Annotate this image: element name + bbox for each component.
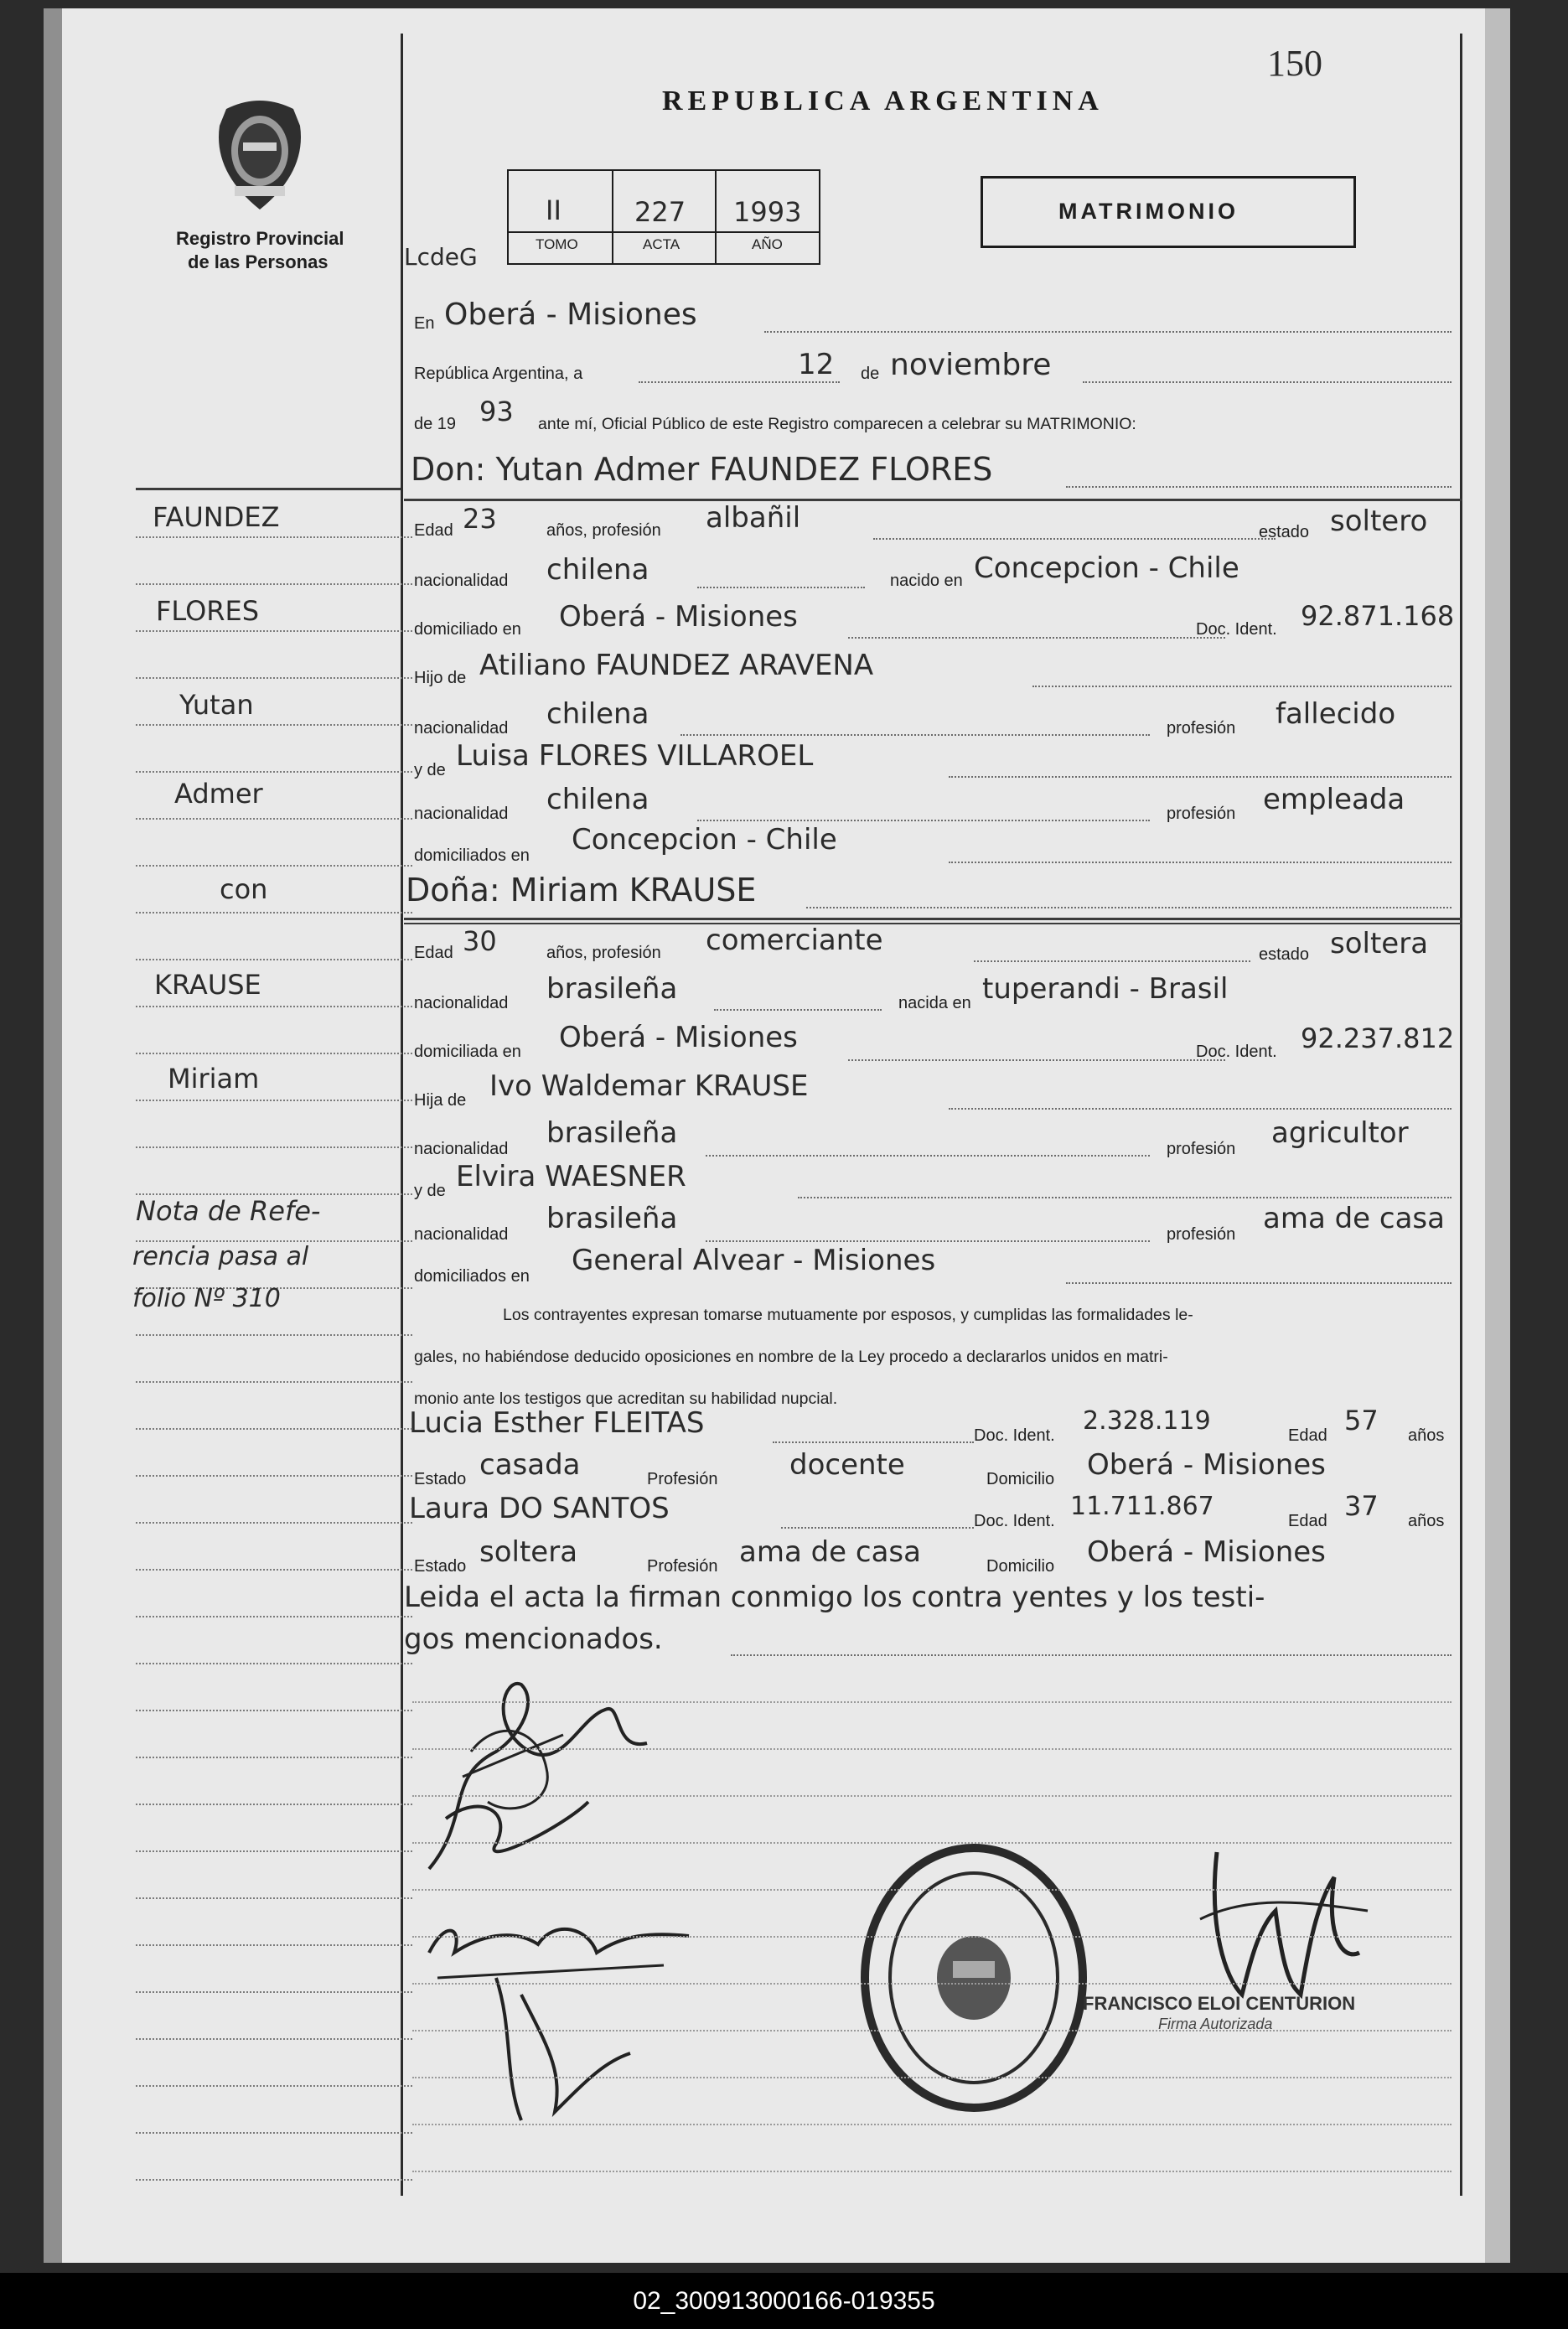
dotted-line xyxy=(1066,1282,1452,1284)
groom-mother-prof: empleada xyxy=(1263,783,1405,816)
groom-estado-label: estado xyxy=(1259,523,1310,541)
witness2-name: Laura DO SANTOS xyxy=(409,1492,670,1525)
margin-rule-line xyxy=(136,536,412,538)
margin-rule-line xyxy=(136,1381,412,1383)
margin-rule-line xyxy=(136,818,412,820)
margin-rule-line xyxy=(136,912,412,913)
witness2-profesion-label: Profesión xyxy=(647,1557,718,1576)
dotted-line xyxy=(949,862,1452,863)
margin-rule-line xyxy=(136,1522,412,1524)
margin-rule-line xyxy=(136,2085,412,2087)
dotted-line xyxy=(798,1197,1452,1198)
dotted-line xyxy=(806,907,1452,908)
groom-nacido-label: nacido en xyxy=(890,572,963,590)
scan-footer: 02_300913000166-019355 xyxy=(0,2273,1568,2329)
witness1-edad: 57 xyxy=(1344,1405,1379,1436)
official-title: Firma Autorizada xyxy=(1158,2016,1273,2032)
witness1-edad-label: Edad xyxy=(1288,1426,1327,1445)
legal-text-line3: monio ante los testigos que acreditan su habilidad nupcial. xyxy=(414,1390,838,1408)
legal-text-line1: Los contrayentes expresan tomarse mutuamente por esposos, y cumplidas las formalidades le- xyxy=(503,1306,1193,1324)
margin-name1: Yutan xyxy=(179,689,254,721)
bride-mother-nac-label: nacionalidad xyxy=(414,1225,509,1244)
margin-rule-line xyxy=(136,1897,412,1899)
groom-edad: 23 xyxy=(463,503,497,535)
groom-father: Atiliano FAUNDEZ ARAVENA xyxy=(479,649,874,682)
witness1-anos-label: años xyxy=(1408,1426,1445,1445)
closing-line1: Leida el acta la firman conmigo los contra yentes y los testi- xyxy=(404,1581,1265,1614)
acta-value: 227 xyxy=(634,196,686,228)
de-label: de xyxy=(861,365,880,383)
margin-rule-line xyxy=(136,1146,412,1148)
witness2-doc-label: Doc. Ident. xyxy=(974,1512,1055,1530)
bride-mother: Elvira WAESNER xyxy=(456,1160,686,1193)
body-rule-line xyxy=(412,1795,1452,1797)
ano-value: 1993 xyxy=(733,196,802,228)
bride-doc-label: Doc. Ident. xyxy=(1196,1043,1277,1061)
dotted-line xyxy=(873,538,1276,540)
registry-name-line1: Registro Provincial xyxy=(176,228,344,249)
margin-rule-line xyxy=(136,724,412,726)
bride-top-rule2 xyxy=(404,923,1462,924)
office-code: LcdeG xyxy=(404,243,478,271)
groom-hijo-label: Hijo de xyxy=(414,669,467,687)
bride-mother-prof: ama de casa xyxy=(1263,1202,1445,1235)
bride-nacida: tuperandi - Brasil xyxy=(982,972,1229,1006)
groom-heading: Don: Yutan Admer FAUNDEZ FLORES xyxy=(411,451,993,488)
dotted-line xyxy=(714,1009,882,1011)
signature-groom xyxy=(396,1651,664,1902)
witness1-estado: casada xyxy=(479,1448,581,1482)
groom-mother-prof-label: profesión xyxy=(1167,805,1236,823)
groom-doc-label: Doc. Ident. xyxy=(1196,620,1277,639)
groom-estado: soltero xyxy=(1330,505,1428,538)
groom-father-prof: fallecido xyxy=(1276,697,1396,731)
margin-rule-line xyxy=(136,1334,412,1336)
marriage-place: Oberá - Misiones xyxy=(444,298,697,332)
tomo-value: II xyxy=(546,194,561,226)
acta-label: ACTA xyxy=(643,236,681,252)
margin-note-line3: folio Nº 310 xyxy=(132,1284,281,1313)
margin-rule-line xyxy=(136,1850,412,1852)
country-title: REPUBLICA ARGENTINA xyxy=(662,85,1104,116)
bride-father-nac: brasileña xyxy=(546,1116,678,1150)
margin-rule-line xyxy=(136,1006,412,1007)
margin-rule-line xyxy=(136,1616,412,1617)
body-rule-line xyxy=(412,1701,1452,1703)
closing-line2: gos mencionados. xyxy=(404,1623,663,1656)
margin-rule-line xyxy=(136,583,412,585)
witness2-edad-label: Edad xyxy=(1288,1512,1327,1530)
margin-rule-line xyxy=(136,1053,412,1054)
page-number: 150 xyxy=(1267,43,1322,84)
bride-parents-dom-label: domiciliados en xyxy=(414,1267,530,1286)
groom-mother-nac-label: nacionalidad xyxy=(414,805,509,823)
bride-nacionalidad: brasileña xyxy=(546,972,678,1006)
dotted-line xyxy=(1032,686,1452,687)
body-rule-line xyxy=(412,2077,1452,2078)
bride-nacida-label: nacida en xyxy=(898,994,971,1012)
right-border-line xyxy=(1460,34,1462,2196)
dotted-line xyxy=(681,734,1150,736)
bride-father-prof: agricultor xyxy=(1271,1116,1409,1150)
body-rule-line xyxy=(412,1983,1452,1985)
margin-rule-line xyxy=(136,630,412,632)
groom-nac-label: nacionalidad xyxy=(414,572,509,590)
dotted-line xyxy=(697,820,1150,821)
margin-rule-line xyxy=(136,2179,412,2181)
en-label: En xyxy=(414,314,435,333)
bride-edad: 30 xyxy=(463,925,497,957)
margin-name3: Miriam xyxy=(168,1063,260,1095)
witness2-domicilio-label: Domicilio xyxy=(986,1557,1055,1576)
bride-profesion: comerciante xyxy=(706,924,883,957)
bride-domicilio: Oberá - Misiones xyxy=(559,1021,798,1054)
margin-rule-line xyxy=(136,865,412,867)
groom-yde-label: y de xyxy=(414,761,446,779)
body-rule-line xyxy=(412,1842,1452,1844)
margin-rule-line xyxy=(136,1757,412,1758)
margin-rule-line xyxy=(136,1428,412,1430)
margin-surname1: FAUNDEZ xyxy=(153,501,280,533)
dotted-line xyxy=(781,1527,974,1529)
body-rule-line xyxy=(412,1748,1452,1750)
margin-rule-line xyxy=(136,1475,412,1477)
margin-rule-line xyxy=(136,1944,412,1946)
certificate-page xyxy=(44,8,1510,2263)
witness2-estado-label: Estado xyxy=(414,1557,467,1576)
margin-rule-line xyxy=(136,1804,412,1805)
margin-note-line1: Nota de Refe- xyxy=(136,1195,321,1227)
groom-edad-label: Edad xyxy=(414,521,453,540)
dotted-line xyxy=(706,1155,1150,1157)
groom-mother-nac: chilena xyxy=(546,783,649,816)
record-type-box xyxy=(981,176,1356,248)
bride-top-rule xyxy=(404,918,1462,920)
margin-rule-line xyxy=(136,2038,412,2040)
margin-con: con xyxy=(220,873,268,905)
witness1-name: Lucia Esther FLEITAS xyxy=(409,1406,705,1440)
registry-name-line2: de las Personas xyxy=(188,251,329,272)
ano-label: AÑO xyxy=(752,236,783,252)
groom-nacionalidad: chilena xyxy=(546,553,649,587)
witness1-estado-label: Estado xyxy=(414,1470,467,1488)
dotted-line xyxy=(764,331,1452,333)
witness1-domicilio-label: Domicilio xyxy=(986,1470,1055,1488)
groom-profesion-label: años, profesión xyxy=(546,521,661,540)
witness1-profesion: docente xyxy=(789,1448,905,1482)
margin-top-rule xyxy=(136,488,401,490)
margin-name2: Admer xyxy=(174,778,263,810)
witness2-profesion: ama de casa xyxy=(739,1535,921,1569)
legal-text-line2: gales, no habiéndose deducido oposiciones en nombre de la Ley procedo a declararlos unidos en matri- xyxy=(414,1348,1168,1366)
marriage-day: 12 xyxy=(798,348,835,381)
margin-rule-line xyxy=(136,1663,412,1664)
witness2-domicilio: Oberá - Misiones xyxy=(1087,1535,1326,1569)
bride-dom-label: domiciliada en xyxy=(414,1043,521,1061)
margin-rule-line xyxy=(136,959,412,960)
margin-rule-line xyxy=(136,1991,412,1993)
witness1-doc-label: Doc. Ident. xyxy=(974,1426,1055,1445)
groom-parents-domicilio: Concepcion - Chile xyxy=(572,823,837,857)
margin-rule-line xyxy=(136,2132,412,2134)
intro-statement: ante mí, Oficial Público de este Registro comparecen a celebrar su MATRIMONIO: xyxy=(538,415,1136,433)
republic-label: República Argentina, a xyxy=(414,365,583,383)
bride-estado-label: estado xyxy=(1259,945,1310,964)
marriage-month: noviembre xyxy=(890,348,1052,382)
groom-doc: 92.871.168 xyxy=(1301,600,1455,632)
dotted-line xyxy=(949,776,1452,778)
year-prefix: de 19 xyxy=(414,415,457,433)
official-signature xyxy=(1167,1827,1384,2020)
dotted-line xyxy=(773,1441,974,1443)
dotted-line xyxy=(697,587,865,588)
dotted-line xyxy=(731,1654,1452,1656)
signature-witness xyxy=(463,1961,647,2129)
bride-doc: 92.237.812 xyxy=(1301,1022,1455,1054)
dotted-line xyxy=(1083,381,1452,383)
body-rule-line xyxy=(412,2030,1452,2031)
body-rule-line xyxy=(412,1936,1452,1938)
binding-shadow xyxy=(44,8,62,2263)
groom-mother: Luisa FLORES VILLAROEL xyxy=(456,739,814,773)
bride-hija-label: Hija de xyxy=(414,1091,467,1110)
margin-surname3: KRAUSE xyxy=(154,969,261,1001)
groom-domicilio: Oberá - Misiones xyxy=(559,600,798,634)
bride-mother-nac: brasileña xyxy=(546,1202,678,1235)
bride-estado: soltera xyxy=(1330,927,1429,960)
bride-nac-label: nacionalidad xyxy=(414,994,509,1012)
witness2-anos-label: años xyxy=(1408,1512,1445,1530)
groom-father-nac-label: nacionalidad xyxy=(414,719,509,738)
dotted-line xyxy=(639,381,840,383)
dotted-line xyxy=(949,1108,1452,1110)
bride-mother-prof-label: profesión xyxy=(1167,1225,1236,1244)
bride-edad-label: Edad xyxy=(414,944,453,962)
witness2-edad: 37 xyxy=(1344,1490,1379,1522)
groom-profesion: albañil xyxy=(706,501,801,535)
margin-rule-line xyxy=(136,1100,412,1101)
bride-profesion-label: años, profesión xyxy=(546,944,661,962)
groom-nacido: Concepcion - Chile xyxy=(974,551,1239,585)
dotted-line xyxy=(848,1059,1225,1061)
margin-rule-line xyxy=(136,677,412,679)
dotted-line xyxy=(1066,486,1452,488)
dotted-line xyxy=(706,1240,1150,1242)
margin-note-line2: rencia pasa al xyxy=(132,1242,309,1271)
bride-father-prof-label: profesión xyxy=(1167,1140,1236,1158)
body-rule-line xyxy=(412,2171,1452,2172)
bride-father-nac-label: nacionalidad xyxy=(414,1140,509,1158)
groom-father-prof-label: profesión xyxy=(1167,719,1236,738)
witness1-domicilio: Oberá - Misiones xyxy=(1087,1448,1326,1482)
groom-top-rule xyxy=(404,499,1462,501)
body-rule-line xyxy=(412,1889,1452,1891)
tomo-label: TOMO xyxy=(536,236,578,252)
groom-father-nac: chilena xyxy=(546,697,649,731)
record-type: MATRIMONIO xyxy=(1058,199,1239,224)
witness2-doc: 11.711.867 xyxy=(1070,1492,1214,1521)
margin-rule-line xyxy=(136,1569,412,1571)
witness1-profesion-label: Profesión xyxy=(647,1470,718,1488)
bride-father: Ivo Waldemar KRAUSE xyxy=(489,1069,809,1103)
body-rule-line xyxy=(412,2124,1452,2125)
dotted-line xyxy=(974,960,1250,962)
witness2-estado: soltera xyxy=(479,1535,578,1569)
groom-parents-dom-label: domiciliados en xyxy=(414,846,530,865)
year-suffix: 93 xyxy=(479,396,514,427)
margin-rule-line xyxy=(136,771,412,773)
bride-yde-label: y de xyxy=(414,1182,446,1200)
margin-rule-line xyxy=(136,1710,412,1711)
page-edge xyxy=(1485,8,1510,2263)
dotted-line xyxy=(848,637,1225,639)
record-id-box xyxy=(507,169,820,265)
witness1-doc: 2.328.119 xyxy=(1083,1406,1211,1436)
groom-dom-label: domiciliado en xyxy=(414,620,521,639)
margin-surname2: FLORES xyxy=(156,595,260,627)
official-name: FRANCISCO ELOI CENTURION xyxy=(1083,1993,1356,2014)
bride-parents-domicilio: General Alvear - Misiones xyxy=(572,1244,936,1277)
bride-heading: Doña: Miriam KRAUSE xyxy=(406,872,757,908)
registry-emblem xyxy=(210,92,310,214)
